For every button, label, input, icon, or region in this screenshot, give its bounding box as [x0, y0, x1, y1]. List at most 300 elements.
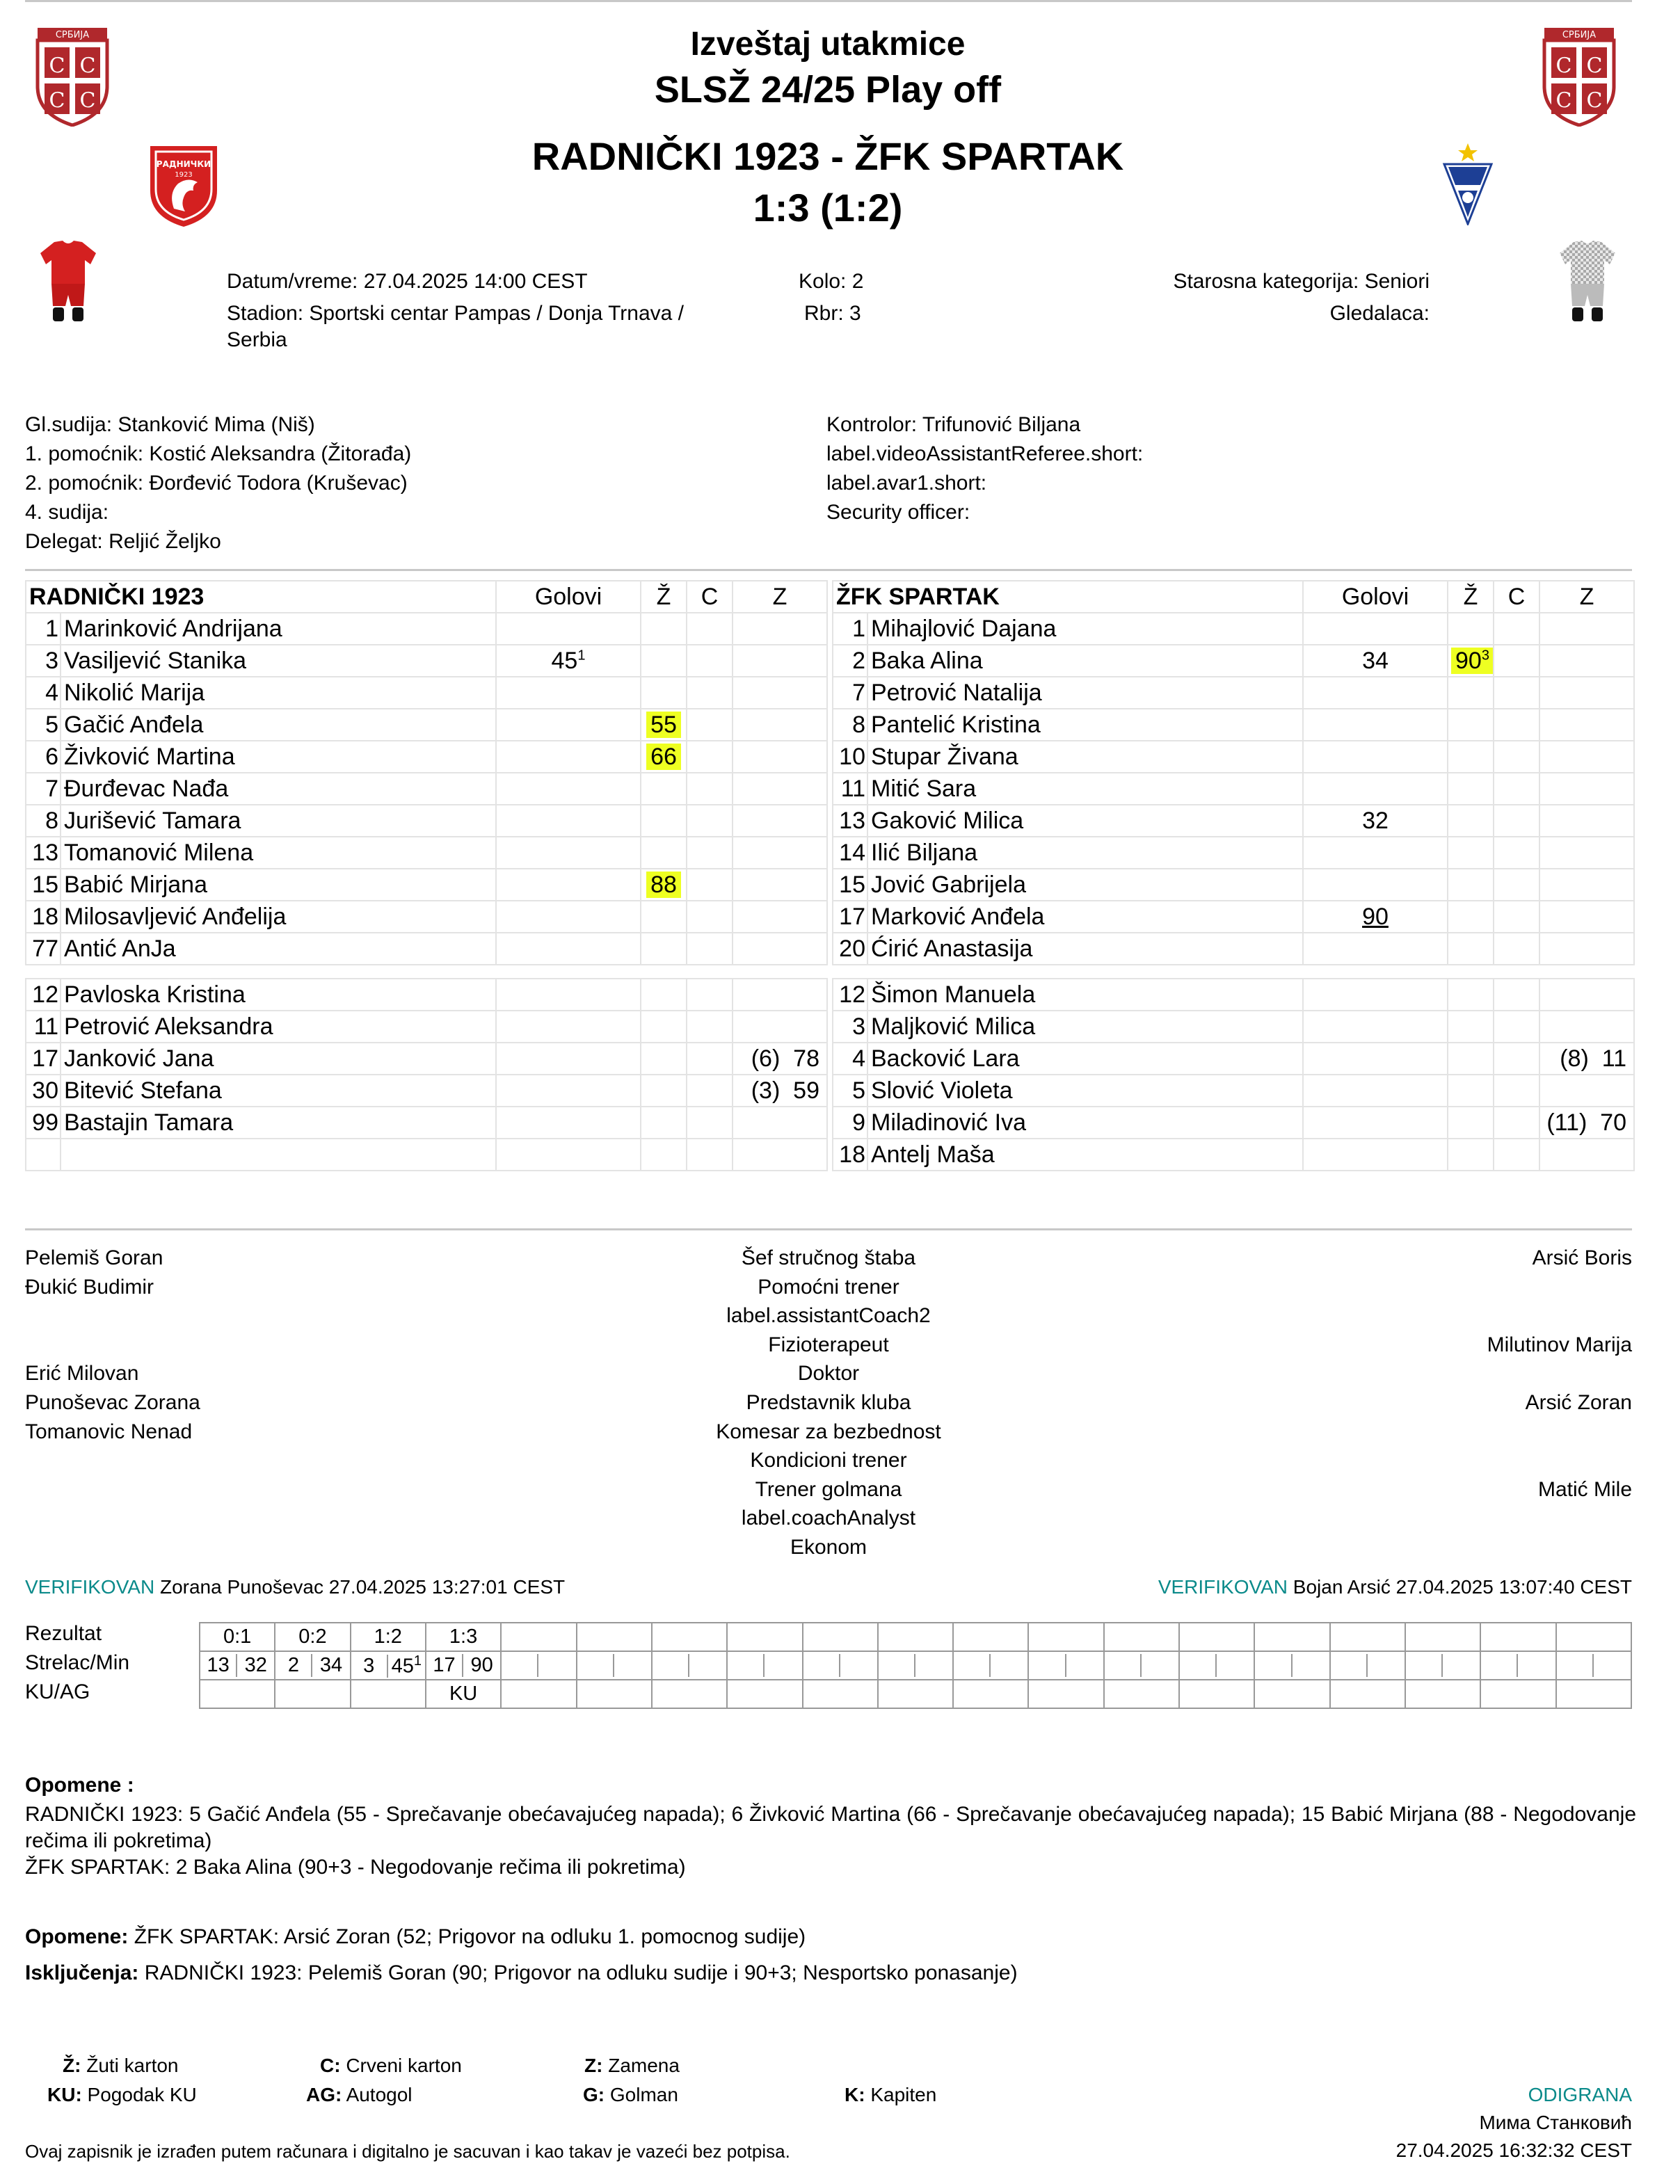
player-name — [61, 1139, 496, 1171]
scorer-minute — [1368, 1654, 1405, 1677]
team-name: ŽFK SPARTAK — [833, 581, 1303, 613]
player-name: Živković Martina — [61, 741, 496, 773]
player-row — [833, 1043, 1634, 1075]
player-substitution — [733, 805, 827, 837]
result-cell: 0:1 — [200, 1623, 275, 1651]
yellow-card-minute — [646, 744, 681, 770]
player-row — [833, 773, 1634, 805]
away-staff-name: Arsić Boris — [1532, 1246, 1632, 1269]
legend-text: Kapiten — [870, 2084, 937, 2105]
player-name: Stupar Živana — [867, 741, 1303, 773]
cautions-home: RADNIČKI 1923: 5 Gačić Anđela (55 - Sprečavanje obećavajućeg napada); 6 Živković Martina (66 - Sprečavanje obećavajućeg napada); 15 Babić Mirjana (88 - Negodovanje rečima ili pokretima) — [25, 1803, 1636, 1852]
player-yellow-card — [641, 709, 687, 741]
player-row — [833, 709, 1634, 741]
minute-added-time: 1 — [413, 1653, 422, 1669]
player-red-card — [1494, 1075, 1539, 1107]
staff-row — [25, 1418, 1632, 1447]
player-number: 15 — [833, 869, 867, 901]
score-progression — [199, 1622, 1632, 1709]
yellow-card-value: 90 — [1455, 647, 1482, 674]
player-yellow-card — [641, 805, 687, 837]
col-yellow: Ž — [1448, 581, 1494, 613]
staff-cautions-label: Opomene: — [25, 1925, 129, 1948]
verified-label: VERIFIKOVAN — [1158, 1576, 1288, 1598]
player-goals — [496, 1107, 641, 1139]
scorer-minute — [689, 1654, 726, 1677]
scorer-minute — [1066, 1654, 1103, 1677]
player-name: Antelj Maša — [867, 1139, 1303, 1171]
yellow-card-minute — [1451, 648, 1494, 674]
col-goals: Golovi — [1303, 581, 1448, 613]
player-red-card — [687, 933, 733, 965]
player-row — [26, 1011, 827, 1043]
scorer-minute — [463, 1654, 500, 1677]
player-red-card — [687, 741, 733, 773]
match-status: ODIGRANA — [1528, 2084, 1632, 2105]
player-goals — [1303, 645, 1448, 677]
scorer-number — [1406, 1654, 1443, 1677]
ku-ag-cell — [1179, 1680, 1254, 1708]
player-yellow-card — [641, 1139, 687, 1171]
player-name: Šimon Manuela — [867, 979, 1303, 1011]
player-number: 4 — [26, 677, 61, 709]
player-substitution — [1539, 869, 1634, 901]
player-red-card — [687, 709, 733, 741]
player-yellow-card — [641, 677, 687, 709]
player-row — [26, 645, 827, 677]
player-row — [26, 933, 827, 965]
player-name: Ćirić Anastasija — [867, 933, 1303, 965]
legend-key: G: — [583, 2084, 605, 2105]
scorer-number — [803, 1654, 840, 1677]
player-yellow-card — [641, 645, 687, 677]
minute-value: 90 — [470, 1654, 493, 1676]
round: Kolo: 2 — [799, 270, 864, 293]
player-name: Mihajlović Dajana — [867, 613, 1303, 645]
player-name: Miladinović Iva — [867, 1107, 1303, 1139]
player-number: 18 — [833, 1139, 867, 1171]
player-yellow-card — [1448, 933, 1494, 965]
player-goals — [1303, 805, 1448, 837]
svg-text:С: С — [79, 88, 96, 113]
player-name: Gaković Milica — [867, 805, 1303, 837]
player-substitution — [733, 1107, 827, 1139]
ku-ag-cell — [1028, 1680, 1103, 1708]
player-name: Marinković Andrijana — [61, 613, 496, 645]
player-goals — [1303, 1011, 1448, 1043]
player-number: 12 — [26, 979, 61, 1011]
player-number: 12 — [833, 979, 867, 1011]
svg-text:С: С — [1555, 88, 1572, 113]
scorer-number — [954, 1654, 991, 1677]
player-number: 13 — [833, 805, 867, 837]
svg-text:СРБИЈА: СРБИЈА — [1562, 30, 1597, 40]
player-number: 99 — [26, 1107, 61, 1139]
player-red-card — [1494, 645, 1539, 677]
report-signer: Мима Станковић — [1479, 2112, 1632, 2133]
staff-row — [25, 1359, 1632, 1388]
home-kit-icon — [39, 239, 97, 326]
player-number: 3 — [833, 1011, 867, 1043]
player-number: 11 — [833, 773, 867, 805]
scorer-cell — [200, 1651, 275, 1680]
away-staff-name: Milutinov Marija — [1487, 1333, 1632, 1356]
player-yellow-card — [1448, 645, 1494, 677]
player-substitution — [1539, 979, 1634, 1011]
player-name: Petrović Aleksandra — [61, 1011, 496, 1043]
scorer-row — [200, 1651, 1631, 1680]
player-goals — [496, 933, 641, 965]
scorer-number — [728, 1654, 765, 1677]
player-number: 2 — [833, 645, 867, 677]
player-substitution — [733, 869, 827, 901]
verified-label: VERIFIKOVAN — [25, 1576, 155, 1598]
player-red-card — [687, 677, 733, 709]
scorer-number — [1029, 1654, 1066, 1677]
official-line: Security officer: — [826, 501, 970, 524]
player-number: 20 — [833, 933, 867, 965]
staff-role: label.coachAnalyst — [741, 1507, 916, 1530]
player-goals — [1303, 677, 1448, 709]
player-row — [833, 901, 1634, 933]
player-row — [833, 645, 1634, 677]
staff-row — [25, 1533, 1632, 1562]
rbr: Rbr: 3 — [804, 302, 861, 325]
result-cell — [1330, 1623, 1405, 1651]
player-name: Bitević Stefana — [61, 1075, 496, 1107]
scorer-number — [1557, 1654, 1594, 1677]
scorer-cell — [652, 1651, 727, 1680]
scorer-number: 13 — [200, 1654, 237, 1677]
player-goals — [496, 613, 641, 645]
staff-row — [25, 1446, 1632, 1475]
player-name: Slović Violeta — [867, 1075, 1303, 1107]
ku-ag-cell — [275, 1680, 350, 1708]
yellow-card-value: 55 — [650, 711, 677, 738]
player-name: Tomanović Milena — [61, 837, 496, 869]
player-red-card — [1494, 901, 1539, 933]
player-number: 5 — [26, 709, 61, 741]
minute-value: 32 — [244, 1654, 267, 1676]
player-name: Marković Anđela — [867, 901, 1303, 933]
player-goals — [496, 979, 641, 1011]
official-line: 1. pomoćnik: Kostić Aleksandra (Žitorađa) — [25, 442, 412, 465]
player-row — [833, 979, 1634, 1011]
player-goals — [496, 805, 641, 837]
player-goals — [1303, 1139, 1448, 1171]
spectators: Gledalaca: — [1329, 302, 1430, 325]
result-cell — [953, 1623, 1028, 1651]
player-row — [26, 837, 827, 869]
legend-text: Žuti karton — [86, 2055, 179, 2076]
player-row — [26, 677, 827, 709]
legend-text: Autogol — [346, 2084, 413, 2105]
matchup-title: RADNIČKI 1923 - ŽFK SPARTAK — [531, 134, 1124, 178]
official-line: Gl.sudija: Stanković Mima (Niš) — [25, 413, 315, 436]
player-number: 11 — [26, 1011, 61, 1043]
player-row — [26, 805, 827, 837]
staff-role: Ekonom — [790, 1535, 867, 1559]
scorer-cell — [351, 1651, 426, 1680]
player-red-card — [1494, 805, 1539, 837]
player-row — [833, 1075, 1634, 1107]
player-substitution — [1539, 901, 1634, 933]
player-goals — [496, 741, 641, 773]
home-staff-name: Pelemiš Goran — [25, 1246, 163, 1269]
player-number: 8 — [26, 805, 61, 837]
player-goals — [496, 773, 641, 805]
roster-spacer — [26, 965, 827, 979]
divider — [25, 569, 1632, 571]
player-yellow-card — [641, 1011, 687, 1043]
player-yellow-card — [641, 979, 687, 1011]
scorer-cell — [1179, 1651, 1254, 1680]
col-sub: Z — [733, 581, 827, 613]
svg-text:С: С — [79, 54, 96, 78]
yellow-card-value: 66 — [650, 743, 677, 770]
scorer-minute — [840, 1654, 877, 1677]
player-red-card — [1494, 837, 1539, 869]
player-yellow-card — [1448, 741, 1494, 773]
row-label: KU/AG — [25, 1680, 90, 1703]
player-red-card — [1494, 933, 1539, 965]
player-goals — [1303, 773, 1448, 805]
away-club-logo — [1440, 142, 1496, 225]
player-goals — [1303, 933, 1448, 965]
player-substitution — [1539, 1075, 1634, 1107]
col-goals: Golovi — [496, 581, 641, 613]
legend-key: Ž: — [63, 2055, 81, 2076]
top-rule — [25, 0, 1632, 2]
player-name: Baka Alina — [867, 645, 1303, 677]
home-staff-name: Erić Milovan — [25, 1362, 139, 1386]
player-row — [26, 709, 827, 741]
legend-key: Z: — [584, 2055, 603, 2076]
scorer-number — [879, 1654, 915, 1677]
player-red-card — [1494, 1011, 1539, 1043]
col-yellow: Ž — [641, 581, 687, 613]
col-red: C — [687, 581, 733, 613]
yellow-card-minute — [646, 712, 681, 738]
player-substitution — [1539, 677, 1634, 709]
player-yellow-card — [1448, 773, 1494, 805]
report-title: Izveštaj utakmice — [690, 26, 966, 63]
yellow-added-time: 3 — [1481, 648, 1489, 664]
player-number: 30 — [26, 1075, 61, 1107]
player-row — [833, 741, 1634, 773]
player-red-card — [1494, 1139, 1539, 1171]
player-substitution — [733, 901, 827, 933]
player-substitution: (3) 59 — [733, 1075, 827, 1107]
away-staff-name: Arsić Zoran — [1525, 1390, 1632, 1414]
staff-role: Doktor — [797, 1362, 860, 1386]
ku-ag-cell — [1480, 1680, 1555, 1708]
player-substitution: (6) 78 — [733, 1043, 827, 1075]
player-red-card — [1494, 869, 1539, 901]
legend-text: Golman — [609, 2084, 678, 2105]
player-yellow-card — [1448, 869, 1494, 901]
player-name: Pavloska Kristina — [61, 979, 496, 1011]
player-goals — [1303, 1107, 1448, 1139]
staff-row — [25, 1273, 1632, 1302]
competition-title: SLSŽ 24/25 Play off — [654, 69, 1002, 111]
home-roster — [25, 580, 828, 1171]
player-substitution — [1539, 613, 1634, 645]
player-yellow-card — [1448, 709, 1494, 741]
col-sub: Z — [1539, 581, 1634, 613]
ku-ag-cell — [727, 1680, 802, 1708]
player-goals — [496, 1043, 641, 1075]
player-red-card — [1494, 979, 1539, 1011]
player-yellow-card — [641, 741, 687, 773]
staff-role: Predstavnik kluba — [746, 1390, 911, 1414]
result-cell — [1405, 1623, 1480, 1651]
scorer-number — [1180, 1654, 1217, 1677]
legend-text: Crveni karton — [346, 2055, 462, 2076]
player-substitution — [733, 709, 827, 741]
player-name: Bastajin Tamara — [61, 1107, 496, 1139]
player-yellow-card — [1448, 1011, 1494, 1043]
player-row — [26, 901, 827, 933]
legend-key: KU: — [47, 2084, 82, 2105]
officials-right — [826, 410, 1143, 527]
player-substitution — [733, 979, 827, 1011]
player-name: Backović Lara — [867, 1043, 1303, 1075]
scorer-number: 3 — [351, 1655, 388, 1678]
scorer-minute — [538, 1654, 575, 1677]
ku-ag-cell — [803, 1680, 878, 1708]
ku-ag-row — [200, 1680, 1631, 1708]
player-yellow-card — [641, 837, 687, 869]
cautions-heading: Opomene : — [25, 1774, 134, 1797]
player-substitution — [1539, 805, 1634, 837]
player-red-card — [687, 1075, 733, 1107]
player-number: 5 — [833, 1075, 867, 1107]
scorer-number — [653, 1654, 689, 1677]
ku-ag-cell: KU — [426, 1680, 501, 1708]
player-row — [26, 1043, 827, 1075]
minute-value: 45 — [391, 1655, 414, 1678]
result-cell — [501, 1623, 576, 1651]
ku-ag-cell — [200, 1680, 275, 1708]
ku-ag-cell — [652, 1680, 727, 1708]
player-red-card — [687, 805, 733, 837]
player-number: 1 — [833, 613, 867, 645]
player-yellow-card — [1448, 677, 1494, 709]
player-substitution — [733, 837, 827, 869]
result-cell — [878, 1623, 953, 1651]
ku-ag-cell — [953, 1680, 1028, 1708]
legend-key: AG: — [306, 2084, 342, 2105]
player-number: 13 — [26, 837, 61, 869]
svg-text:С: С — [1586, 88, 1603, 113]
staff-cautions — [25, 1925, 806, 1949]
yellow-card-minute — [646, 872, 681, 898]
player-name: Jović Gabrijela — [867, 869, 1303, 901]
player-yellow-card — [641, 1075, 687, 1107]
scorer-cell — [803, 1651, 878, 1680]
player-yellow-card — [1448, 837, 1494, 869]
player-substitution: (11) 70 — [1539, 1107, 1634, 1139]
player-red-card — [1494, 613, 1539, 645]
scorer-cell — [577, 1651, 652, 1680]
scorer-cell — [953, 1651, 1028, 1680]
scorer-cell — [727, 1651, 802, 1680]
player-substitution — [1539, 741, 1634, 773]
official-line: Delegat: Reljić Željko — [25, 530, 221, 553]
player-goals — [496, 709, 641, 741]
player-row — [26, 1139, 827, 1171]
roster-spacer — [833, 965, 1634, 979]
player-name: Antić AnJa — [61, 933, 496, 965]
svg-text:С: С — [1555, 54, 1572, 78]
player-red-card — [687, 1139, 733, 1171]
scorer-minute — [614, 1654, 651, 1677]
away-verification — [1158, 1576, 1632, 1598]
home-staff-name: Tomanovic Nenad — [25, 1420, 193, 1443]
scorer-cell — [1028, 1651, 1103, 1680]
player-row — [833, 837, 1634, 869]
scorer-minute — [1518, 1654, 1555, 1677]
player-substitution — [733, 773, 827, 805]
federation-logo-left — [35, 25, 110, 127]
legend-g — [583, 2084, 678, 2106]
player-goals — [1303, 837, 1448, 869]
yellow-card-value: 88 — [650, 871, 677, 898]
player-red-card — [687, 645, 733, 677]
player-number — [26, 1139, 61, 1171]
player-name: Ilić Biljana — [867, 837, 1303, 869]
federation-logo-right — [1542, 25, 1617, 127]
player-substitution — [1539, 709, 1634, 741]
player-row — [26, 773, 827, 805]
player-number: 17 — [833, 901, 867, 933]
staff-row — [25, 1244, 1632, 1273]
home-club-logo — [146, 142, 221, 228]
age-category: Starosna kategorija: Seniori — [1173, 270, 1430, 293]
player-goals — [496, 901, 641, 933]
goal-minute: 45 — [551, 647, 578, 674]
team-name: RADNIČKI 1923 — [26, 581, 496, 613]
goal-minute: 90 — [1362, 903, 1389, 930]
expulsions-text: RADNIČKI 1923: Pelemiš Goran (90; Prigovor na odluku sudije i 90+3; Nesportsko ponasanje) — [144, 1961, 1018, 1984]
player-goals — [1303, 979, 1448, 1011]
player-goals — [496, 837, 641, 869]
staff-role: Šef stručnog štaba — [741, 1246, 916, 1269]
player-red-card — [1494, 1107, 1539, 1139]
scorer-minute — [991, 1654, 1027, 1677]
player-name: Mitić Sara — [867, 773, 1303, 805]
player-goals — [1303, 1043, 1448, 1075]
svg-text:С: С — [1586, 54, 1603, 78]
ku-ag-cell — [1556, 1680, 1631, 1708]
home-staff-name: Punoševac Zorana — [25, 1390, 200, 1414]
player-substitution — [1539, 837, 1634, 869]
officials-left — [25, 410, 411, 556]
player-substitution — [733, 933, 827, 965]
result-cell — [1028, 1623, 1103, 1651]
result-cell: 0:2 — [275, 1623, 350, 1651]
final-score: 1:3 (1:2) — [753, 186, 903, 230]
legend-text: Zamena — [608, 2055, 680, 2076]
player-substitution — [733, 1139, 827, 1171]
svg-text:С: С — [49, 54, 65, 78]
scorer-minute — [1142, 1654, 1178, 1677]
player-number: 9 — [833, 1107, 867, 1139]
result-cell — [1179, 1623, 1254, 1651]
staff-row — [25, 1301, 1632, 1331]
scorer-cell — [1480, 1651, 1555, 1680]
